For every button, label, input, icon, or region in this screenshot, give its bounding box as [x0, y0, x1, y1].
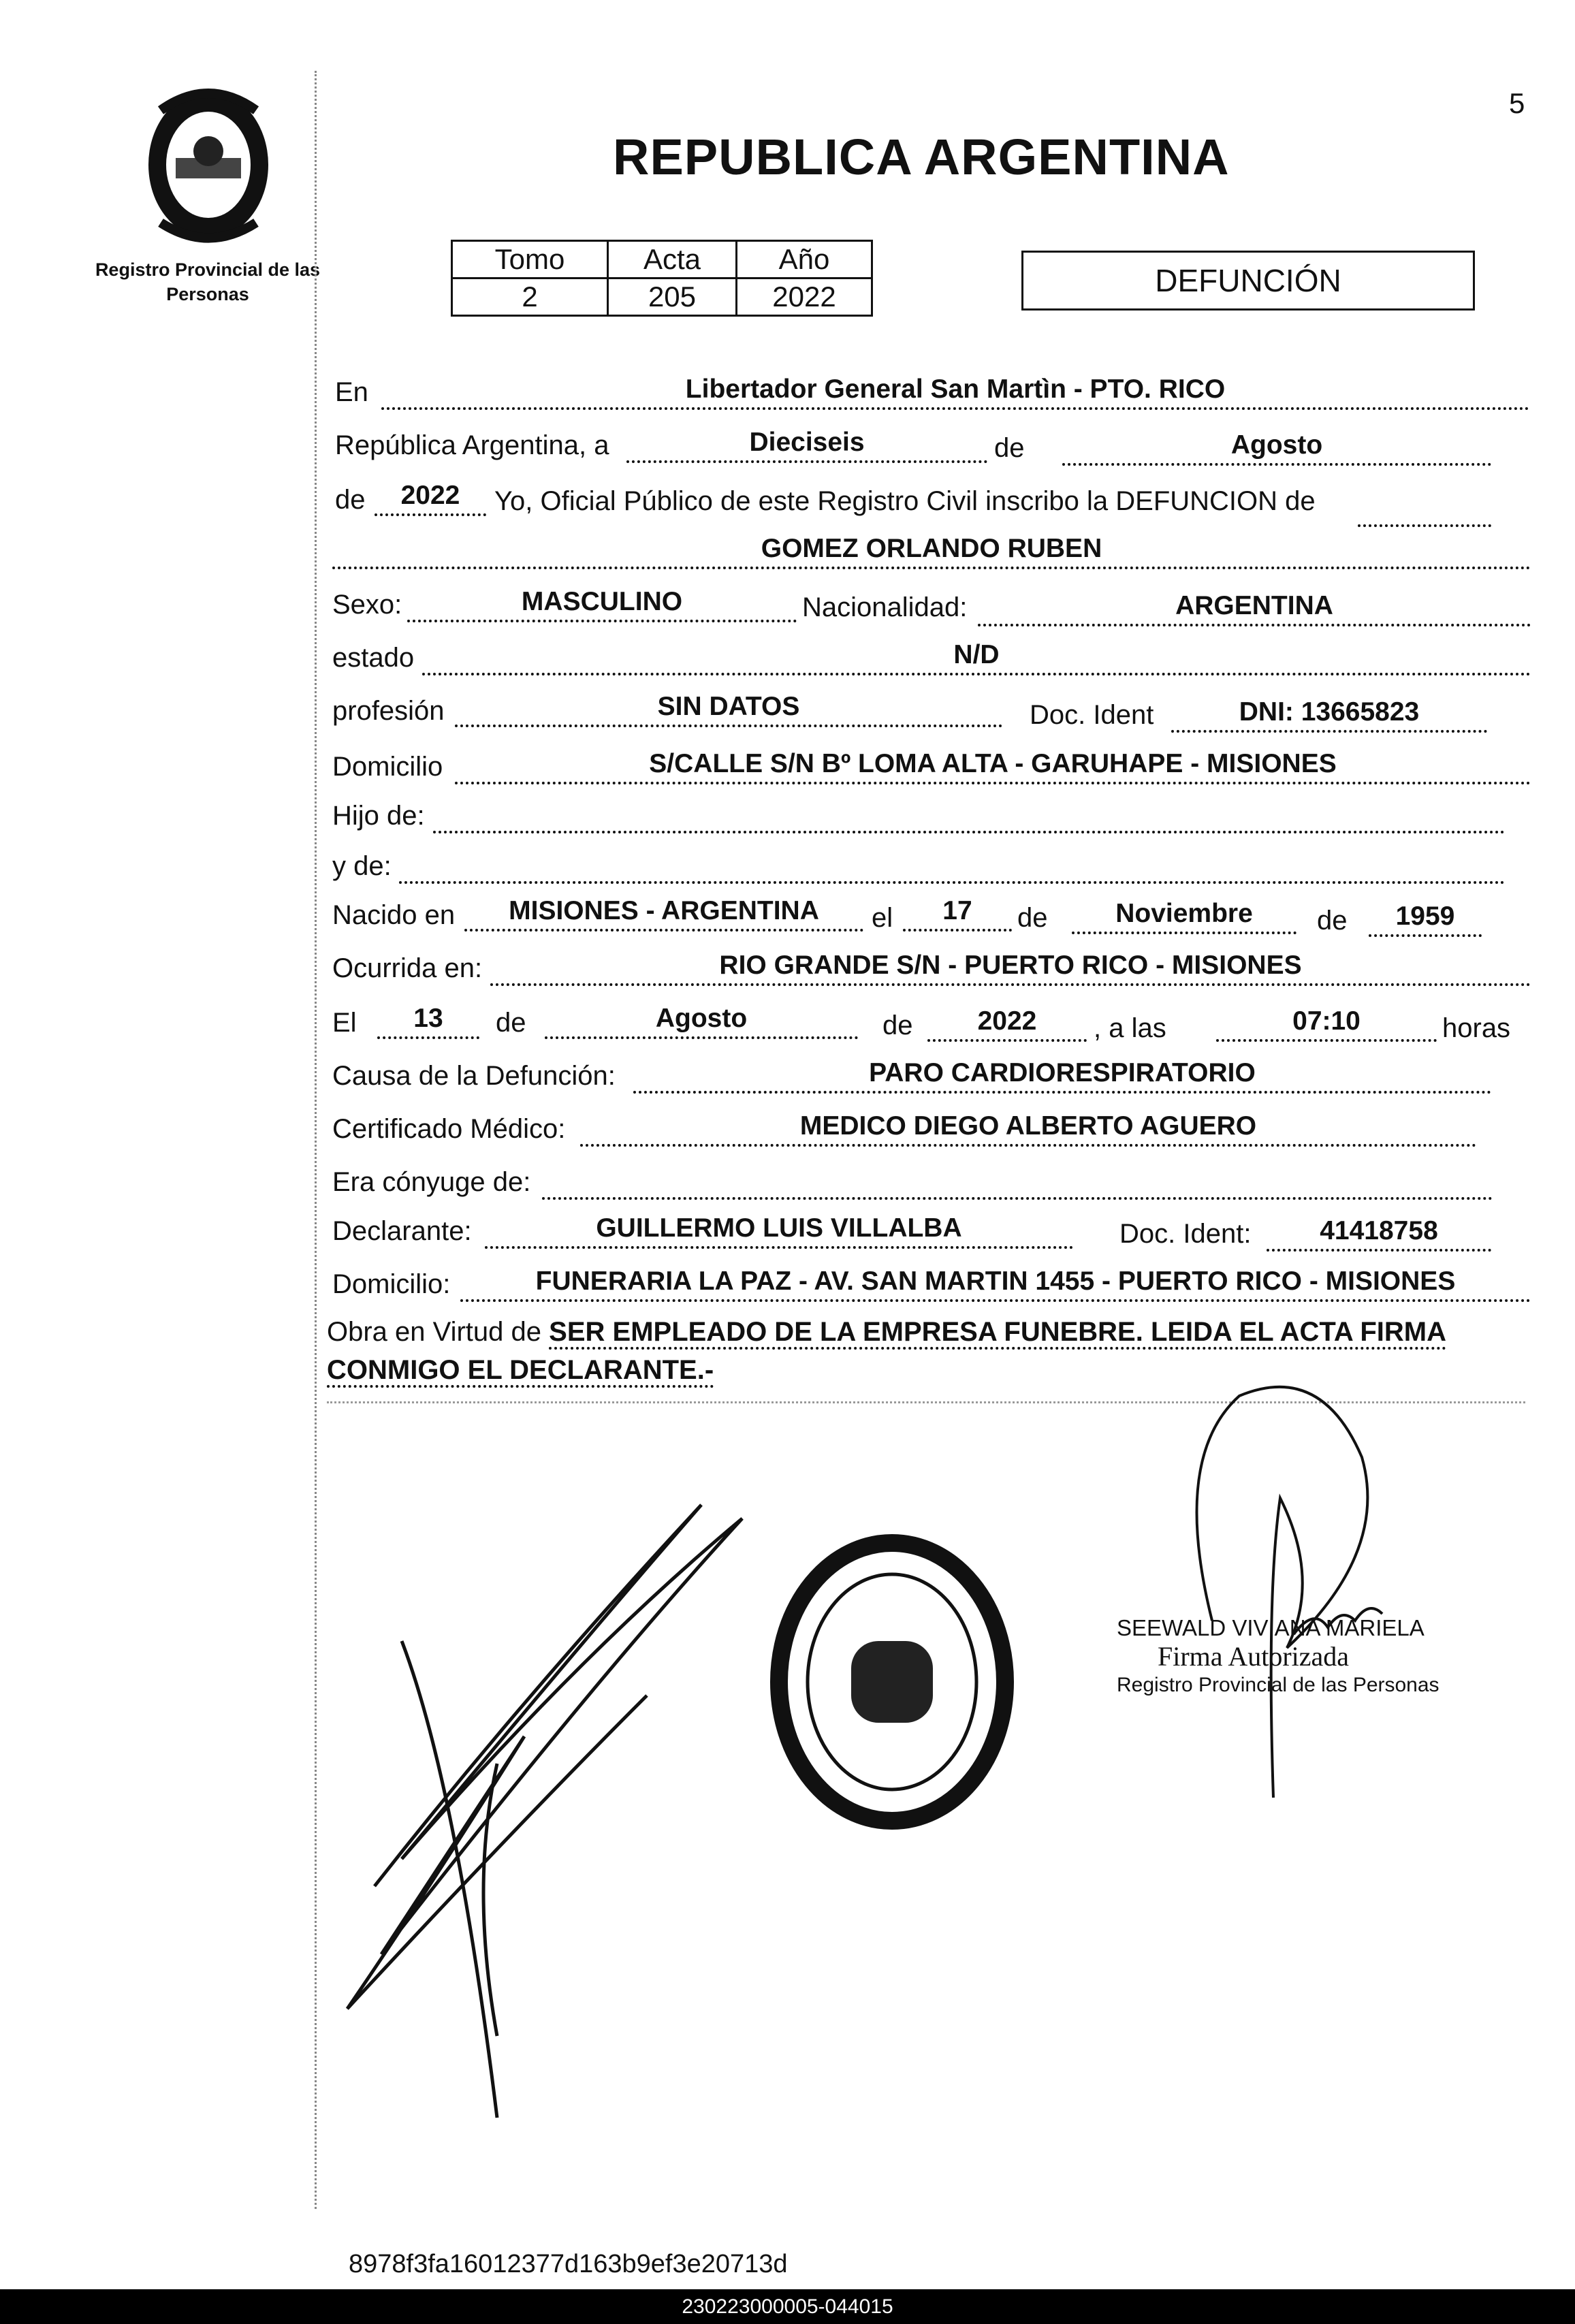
label-a-las: , a las: [1094, 1013, 1166, 1043]
field-sex: MASCULINO: [407, 587, 797, 622]
label-profesion: profesión: [332, 696, 445, 726]
ano-value: 2022: [737, 278, 872, 316]
authorized-signature: [1158, 1375, 1498, 1798]
label-nacionalidad: Nacionalidad:: [802, 592, 968, 622]
label-el-cap: El: [332, 1008, 357, 1038]
field-declarant: GUILLERMO LUIS VILLALBA: [485, 1213, 1073, 1249]
label-republica: República Argentina, a: [335, 430, 609, 460]
label-de-2: de: [335, 485, 366, 515]
acta-value: 205: [608, 278, 737, 316]
label-conyuge: Era cónyuge de:: [332, 1167, 531, 1197]
label-de-5: de: [496, 1008, 526, 1038]
label-declarante: Declarante:: [332, 1216, 472, 1246]
field-cause: PARO CARDIORESPIRATORIO: [633, 1058, 1491, 1094]
signature-block: [1117, 1614, 1484, 1700]
footer-code: 230223000005-044015: [0, 2289, 1575, 2324]
field-spouse: [542, 1164, 1493, 1200]
label-de-6: de: [882, 1010, 913, 1040]
label-obra: Obra en Virtud de: [327, 1317, 542, 1347]
field-death-day: 13: [377, 1004, 479, 1039]
field-declarant-address: FUNERARIA LA PAZ - AV. SAN MARTIN 1455 - PUERTO RICO - MISIONES: [460, 1267, 1531, 1302]
label-horas: horas: [1442, 1013, 1511, 1043]
field-place: Libertador General San Martìn - PTO. RICO: [381, 375, 1529, 410]
field-death-place: RIO GRANDE S/N - PUERTO RICO - MISIONES: [490, 951, 1531, 986]
tomo-value: 2: [452, 278, 608, 316]
tomo-header: Tomo: [452, 241, 608, 278]
label-de-1: de: [994, 433, 1025, 463]
field-death-month: Agosto: [545, 1004, 858, 1039]
field-mother: [399, 848, 1505, 884]
reference-table: [451, 240, 873, 317]
label-domicilio: Domicilio: [332, 752, 443, 782]
field-birth-month: Noviembre: [1072, 899, 1296, 934]
field-birth-year: 1959: [1369, 902, 1482, 937]
field-basis: SER EMPLEADO DE LA EMPRESA FUNEBRE. LEIDA EL ACTA FIRMA CONMIGO EL DECLARANTE.-: [327, 1317, 1446, 1388]
label-domicilio-2: Domicilio:: [332, 1269, 451, 1299]
label-doc-ident-2: Doc. Ident:: [1119, 1219, 1252, 1249]
label-en: En: [335, 377, 368, 407]
field-nationality: ARGENTINA: [978, 591, 1531, 626]
field-death-year: 2022: [927, 1006, 1087, 1042]
label-el: el: [872, 903, 893, 933]
margin-line: [315, 71, 317, 2209]
document-hash: 8978f3fa16012377d163b9ef3e20713d: [349, 2250, 788, 2278]
ano-header: Año: [737, 241, 872, 278]
label-nacido-en: Nacido en: [332, 900, 456, 930]
label-hijo-de: Hijo de:: [332, 801, 425, 831]
field-father: [433, 798, 1505, 833]
official-stamp: [769, 1532, 1015, 1832]
label-sexo: Sexo:: [332, 590, 402, 620]
field-registration-year: 2022: [375, 481, 486, 516]
label-doc-ident: Doc. Ident: [1030, 700, 1154, 730]
label-certificado: Certificado Médico:: [332, 1114, 566, 1144]
province-crest-logo: [133, 83, 283, 246]
registry-label: Registro Provincial de las Personas: [95, 259, 321, 304]
field-death-time: 07:10: [1216, 1006, 1437, 1042]
label-ocurrida-en: Ocurrida en:: [332, 953, 483, 983]
label-de-4: de: [1317, 906, 1348, 936]
signature-org: Registro Provincial de las Personas: [1117, 1674, 1439, 1696]
declarant-signature: [320, 1478, 769, 2124]
label-estado: estado: [332, 643, 415, 673]
field-registration-day: Dieciseis: [626, 428, 987, 463]
signature-role: Firma Autorizada: [1158, 1641, 1350, 1672]
label-yo-text: Yo, Oficial Público de este Registro Civil inscribo la DEFUNCION de: [494, 486, 1316, 516]
field-address: S/CALLE S/N Bº LOMA ALTA - GARUHAPE - MISIONES: [455, 749, 1531, 784]
field-profession: SIN DATOS: [455, 692, 1002, 727]
signature-name: SEEWALD VIVIANA MARIELA: [1117, 1615, 1425, 1640]
page-title: REPUBLICA ARGENTINA: [613, 129, 1230, 185]
field-civil-status: N/D: [422, 640, 1531, 675]
field-birth-place: MISIONES - ARGENTINA: [464, 896, 863, 932]
label-de-3: de: [1017, 903, 1048, 933]
page-number: 5: [1509, 87, 1525, 119]
field-continuation: [1358, 492, 1491, 527]
field-declarant-document: 41418758: [1267, 1216, 1491, 1252]
field-deceased-name: GOMEZ ORLANDO RUBEN: [332, 534, 1531, 569]
field-document: DNI: 13665823: [1171, 697, 1487, 733]
acta-header: Acta: [608, 241, 737, 278]
label-causa: Causa de la Defunción:: [332, 1061, 616, 1091]
document-type-box: DEFUNCIÓN: [1021, 251, 1475, 311]
field-registration-month: Agosto: [1062, 430, 1491, 466]
label-y-de: y de:: [332, 851, 392, 881]
field-birth-day: 17: [903, 896, 1012, 932]
field-medical-certificate: MEDICO DIEGO ALBERTO AGUERO: [580, 1111, 1476, 1147]
